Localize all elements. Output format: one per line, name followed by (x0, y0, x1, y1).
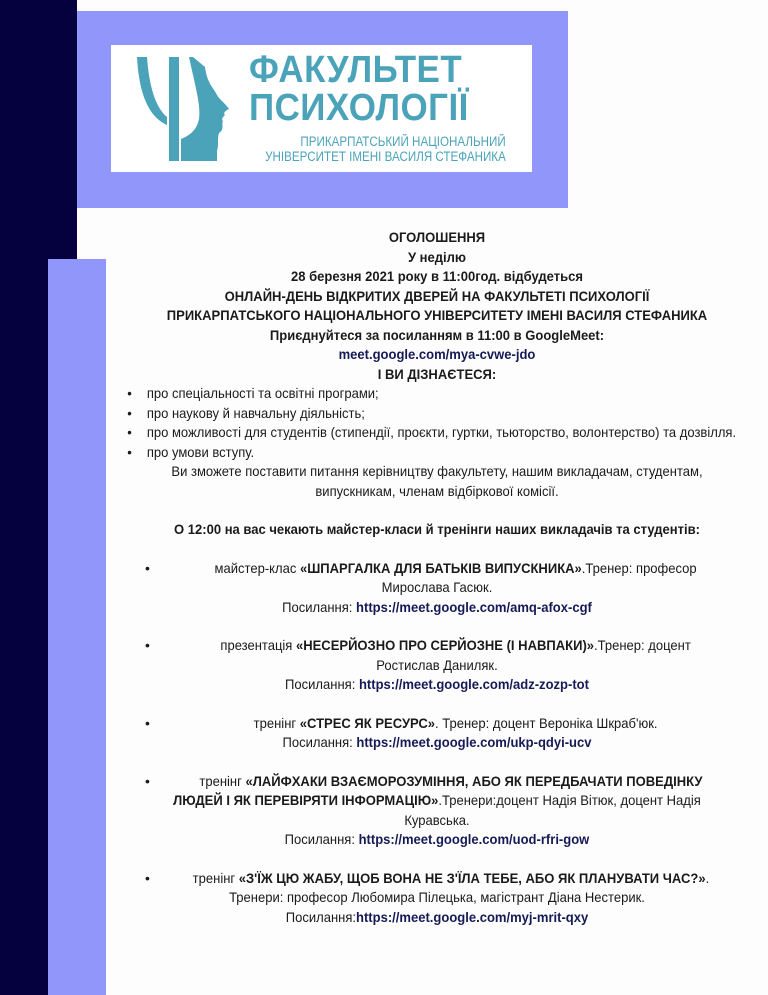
announcement-heading: ОГОЛОШЕННЯ (388, 229, 486, 245)
logo-subtitle-line1: ПРИКАРПАТСЬКИЙ НАЦІОНАЛЬНИЙ (300, 134, 506, 149)
training-title: «СТРЕС ЯК РЕСУРС» (299, 714, 436, 731)
logo-subtitle-line2: УНІВЕРСИТЕТ ІМЕНІ ВАСИЛЯ СТЕФАНИКА (265, 149, 506, 164)
training-item: • тренінг «СТРЕС ЯК РЕСУРС». Тренер: доцент Вероніка Шкраб'юк. Посилання: https://meet.google.com/ukp-qdyi-ucv (145, 714, 658, 750)
trainer-name: Мирослава Гасюк. (381, 579, 493, 595)
bullet: • (145, 869, 150, 886)
training-link[interactable]: https://meet.google.com/adz-zozp-tot (358, 676, 589, 692)
announcement-date: 28 березня 2021 року в 11:00год. відбудеться (291, 268, 583, 284)
workshops-heading: О 12:00 на вас чекають майстер-класи й тренінги наших викладачів та студентів: (174, 521, 700, 537)
training-title: «ЛАЙФХАКИ ВЗАЄМОРОЗУМІННЯ, АБО ЯК ПЕРЕДБАЧАТИ ПОВЕДІНКУ (245, 772, 703, 789)
announcement-day: У неділю (407, 248, 467, 265)
event-title-line1: ОНЛАЙН-ДЕНЬ ВІДКРИТИХ ДВЕРЕЙ НА ФАКУЛЬТЕТІ ПСИХОЛОГІЇ (224, 287, 650, 304)
announcement-body (106, 228, 768, 927)
list-item: • про умови вступу. (127, 443, 255, 460)
trainer-name: Куравська. (404, 811, 470, 828)
training-link[interactable]: https://meet.google.com/amq-afox-cgf (356, 598, 592, 615)
logo-title-line2: ПСИХОЛОГІЇ (249, 87, 469, 129)
join-instructions: Приєднуйтеся за посиланням в 11:00 в GoogleMeet: (269, 326, 605, 343)
list-item: • про наукову й навчальну діяльність; (127, 404, 365, 421)
main-meet-link[interactable]: meet.google.com/mya-cvwe-jdo (338, 346, 536, 362)
training-link[interactable]: https://meet.google.com/ukp-qdyi-ucv (356, 734, 592, 750)
trainer-name: Ростислав Даниляк. (376, 656, 498, 673)
questions-line2: випускникам, членам відбіркової комісії. (315, 482, 559, 499)
learn-list (106, 384, 768, 462)
training-link[interactable]: https://meet.google.com/myj-mrit-qxy (356, 908, 589, 925)
training-item: • майстер-клас «ШПАРГАЛКА ДЛЯ БАТЬКІВ ВИПУСКНИКА».Тренер: професор Мирослава Гасюк. Посилання: https://meet.google.com/amq-afox-cgf (106, 559, 768, 618)
list-item: • про можливості для студентів (стипендії, проєкти, гуртки, тьюторство, волонтерство) та дозвілля. (127, 424, 737, 440)
bullet: • (145, 714, 150, 731)
training-item: • презентація «НЕСЕРЙОЗНО ПРО СЕРЙОЗНЕ (І НАВПАКИ)».Тренер: доцент Ростислав Даниляк. Посилання: https://meet.google.com/adz-zozp-tot (106, 636, 768, 695)
bullet: • (145, 772, 150, 789)
training-title: «ШПАРГАЛКА ДЛЯ БАТЬКІВ ВИПУСКНИКА» (299, 559, 582, 576)
training-title: «З'ЇЖ ЦЮ ЖАБУ, ЩОБ ВОНА НЕ З'ЇЛА ТЕБЕ, АБО ЯК ПЛАНУВАТИ ЧАС?» (238, 869, 706, 886)
training-title: «НЕСЕРЙОЗНО ПРО СЕРЙОЗНЕ (І НАВПАКИ)» (295, 637, 595, 653)
learn-heading: І ВИ ДІЗНАЄТЕСЯ: (377, 365, 497, 382)
faculty-logo (111, 45, 532, 172)
trainer-name: Тренери: професор Любомира Пілецька, магістрант Діана Нестерик. (229, 889, 645, 905)
questions-line1: Ви зможете поставити питання керівництву факультету, нашим викладачам, студентам, (171, 463, 703, 479)
bullet: • (145, 637, 150, 653)
logo-title-line1: ФАКУЛЬТЕТ (249, 49, 463, 91)
training-item: • тренінг «З'ЇЖ ЦЮ ЖАБУ, ЩОБ ВОНА НЕ З'ЇЛА ТЕБЕ, АБО ЯК ПЛАНУВАТИ ЧАС?». Тренери: професор Любомира Пілецька, магістрант Діана Нестерик. Посилання:https://meet.google.com/myj-mrit-qxy (106, 869, 768, 928)
bullet: • (145, 559, 150, 576)
logo-title (249, 51, 469, 127)
decorative-periwinkle-strip (48, 259, 106, 995)
event-title-line2: ПРИКАРПАТСЬКОГО НАЦІОНАЛЬНОГО УНІВЕРСИТЕТУ ІМЕНІ ВАСИЛЯ СТЕФАНИКА (166, 307, 708, 323)
list-item: • про спеціальності та освітні програми; (127, 385, 379, 401)
training-item: • тренінг «ЛАЙФХАКИ ВЗАЄМОРОЗУМІННЯ, АБО ЯК ПЕРЕДБАЧАТИ ПОВЕДІНКУ ЛЮДЕЙ І ЯК ПЕРЕВІРЯТИ ІНФОРМАЦІЮ».Тренери:доцент Надія Вітюк, доцент Надія Куравська. Посилання: https://meet.google.com/uod-rfri-gow (106, 772, 768, 850)
psi-profile-icon (133, 55, 243, 163)
training-link[interactable]: https://meet.google.com/uod-rfri-gow (358, 831, 590, 847)
